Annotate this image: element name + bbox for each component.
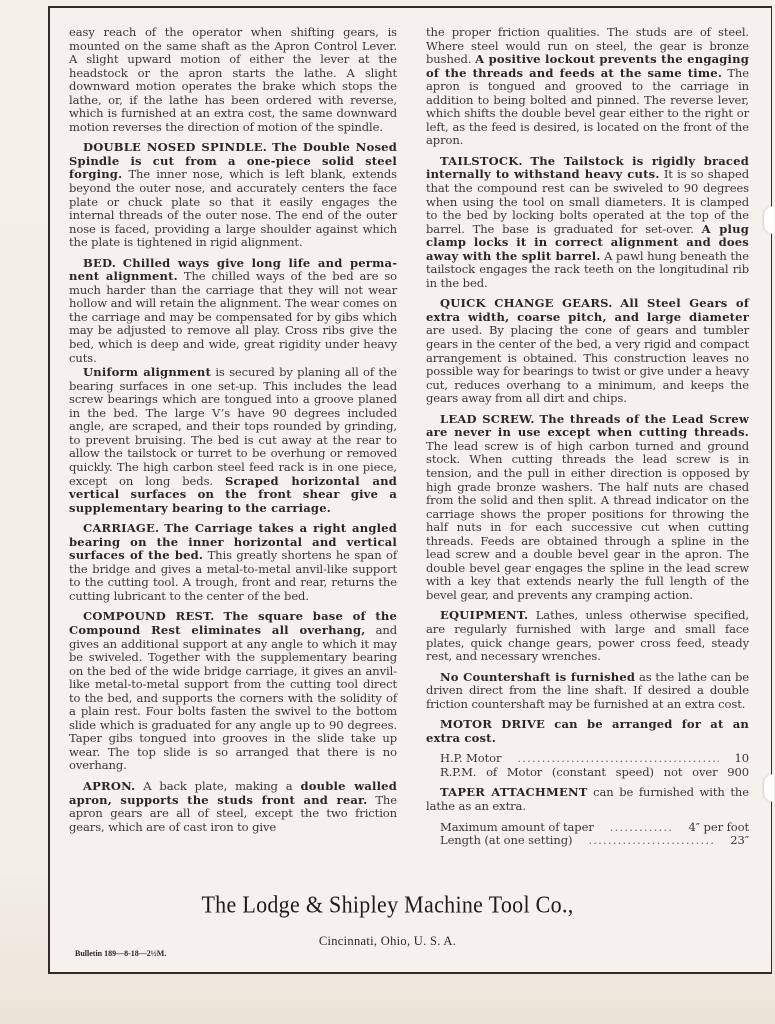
paragraph-text: easy reach of the operator when shifting gears, is mounted on the same shaft as the Apron Control Lever. A slight upward motion of either the lever at the headstock or the apron starts the lathe. A slight downward motion operates the brake which stops the lathe, or, if the lathe has been ordered with reverse, which is furnished at an extra cost, the same downward motion reverses the direction of motion of the spindle. [69,25,397,134]
section-heading: LEAD SCREW. [440,411,535,426]
continuation-paragraph [69,26,397,134]
spec-value: 4″ per foot [688,819,749,834]
section-taper-attachment [426,786,749,813]
section-lead: A back plate, making a [143,778,293,793]
company-name: The Lodge & Shipley Machine Tool Co., [201,890,574,919]
motor-spec-table [426,752,749,779]
section-emphasis: double walled apron, supports the studs front and rear. [69,778,398,807]
spec-value: 10 [734,751,749,766]
spec-row [426,752,749,766]
spec-label: R.P.M. of Motor (constant speed) not over 900 [440,764,749,779]
section-emphasis: The Double Nosed Spindle is cut from a one-piece solid steel forging. [69,140,397,182]
section-body: The apron is tongued and grooved to the carriage in addition to being bolted and pinned. The reverse lever, which shifts the double bevel gear either to the right or left, as the feed is desired, is located on the front of the apron. [426,65,749,148]
section-uniform-alignment [69,366,397,515]
spec-label: H.P. Motor [440,751,502,766]
section-heading: CARRIAGE. [83,521,160,536]
section-body: It is so shaped that the compound rest can be swiveled to 90 degrees when using the tool on small diameters. It is clamped to the bed by locking bolts operated at the top of the barrel. The base is graduated for set-over. [426,167,749,236]
section-emphasis: Uniform alignment [83,365,212,380]
section-emphasis: TAPER ATTACHMENT [440,785,588,800]
section-emphasis-2: A plug clamp locks it in correct alignment and does away with the split barrel. [426,221,749,263]
spec-row [426,821,749,835]
section-lead-screw [426,413,749,603]
right-column [426,26,749,848]
section-heading: QUICK CHANGE GEARS. [440,296,613,311]
section-body: as the lathe can be driven direct from the line shaft. If desired a double friction countershaft may be furnished at an extra cost. [426,669,749,711]
dot-leader [574,834,714,848]
section-heading: APRON. [83,778,136,793]
section-body: The apron gears are all of steel, except the two friction gears, which are of cast iron to give [69,792,397,834]
section-emphasis-end: Scraped horizontal and vertical surfaces on the front shear give a supplementary bearing to the carriage. [69,473,397,515]
bulletin-number: Bulletin 189—8-18—2½M. [75,949,167,958]
section-body: and gives an additional support at any angle to which it may be swiveled. Together with the supplementary bearing on the bed of the wide bridge carriage, it gives an anvil-like metal-to-metal support from the cutting tool direct to the bed, and supports the corners with the solidity of a plain rest. Four bolts fasten the swivel to the bottom slide which is graduated for any angle up to 90 degrees. Taper gibs tongued into grooves in the slide take up wear. The top slide is so arranged that there is no overhang. [69,622,398,773]
section-double-nosed-spindle [69,141,397,249]
section-emphasis: Chilled ways give long life and permanent alignment. [69,255,397,284]
page-tab-notch [764,206,774,234]
dot-leader [503,752,718,766]
section-bed [69,257,397,365]
spec-row [426,766,749,780]
section-quick-change-gears [426,297,749,405]
spec-value: 23″ [730,833,749,848]
section-compound-rest [69,610,397,773]
spec-row [426,834,749,848]
dot-leader [596,821,673,835]
section-emphasis: All Steel Gears of extra width, coarse pitch, and large diameter [426,296,749,324]
spec-label: Length (at one setting) [440,833,573,848]
section-heading: DOUBLE NOSED SPINDLE. [83,140,267,155]
section-heading: COMPOUND REST. [83,609,215,624]
company-city: Cincinnati, Ohio, U. S. A. [318,934,457,948]
section-emphasis: The threads of the Lead Screw are never in use except when cutting threads. [426,411,749,440]
section-emphasis: MOTOR DRIVE can be arranged for at an extra cost. [426,717,749,745]
section-equipment [426,609,749,663]
section-body: The lead screw is of high carbon turned and ground stock. When cutting threads the lead screw is in tension, and the pull in either direction is opposed by high grade bronze washers. The half nuts are chased from the solid and then split. A thread indicator on the carriage shows the proper positions for throwing the half nuts in for each successive cut when cutting threads. Feeds are obtained through a spline in the lead screw and a double bevel gear in the apron. The double bevel gear engages the spline in the lead screw with a key that extends nearly the full length of the bevel gear, and prevents any cramping action. [426,438,749,602]
paragraph-text: the proper friction qualities. The studs are of steel. Where steel would run on steel, the gear is bronze bushed. [426,25,749,67]
section-body-2: A pawl hung beneath the tailstock engages the rack teeth on the longitudinal rib in the bed. [426,248,749,290]
page-frame [48,6,772,974]
section-apron [69,780,397,834]
section-emphasis: The Tailstock is rigidly braced internally to withstand heavy cuts. [426,153,749,182]
section-emphasis: No Countershaft is furnished [440,669,636,684]
section-body: are used. By placing the cone of gears and tumbler gears in the center of the bed, a very rigid and compact arrangement is obtained. This construction leaves no possible way for bearings to twist or give under a heavy cut, reduces overhang to a minimum, and keeps the gears away from all dirt and chips. [426,323,750,406]
section-body: The chilled ways of the bed are so much harder than the carriage that they will not wear hollow and will retain the alignment. The wear comes on the carriage and may be compensated for by gibs which may be adjusted to remove all play. Cross ribs give the bed, which is deep and wide, great rigidity under heavy cuts. [69,269,398,365]
section-body: Lathes, unless otherwise specified, are regularly furnished with large and small face plates, quick change gears, power cross feed, steady rest, and necessary wrenches. [426,608,749,664]
apron-continuation [426,26,749,148]
section-heading: BED. [83,255,116,270]
section-countershaft [426,671,749,712]
section-heading: TAILSTOCK. [440,153,523,168]
section-emphasis: The square base of the Compound Rest eliminates all overhang, [69,609,398,637]
section-motor-drive [426,718,749,745]
section-emphasis: The Carriage takes a right angled bearing on the inner horizontal and vertical surfaces of the bed. [69,521,397,563]
section-emphasis: A positive lockout prevents the engaging of the threads and feeds at the same time. [426,52,750,80]
section-heading: EQUIPMENT. [440,608,529,623]
section-carriage [69,522,397,603]
section-tailstock [426,155,749,290]
page-tab-notch [764,774,774,802]
taper-spec-table [426,821,749,848]
section-body: can be furnished with the lathe as an extra. [426,785,749,813]
left-column [69,26,397,834]
spec-label: Maximum amount of taper [440,819,594,834]
section-body: This greatly shortens he span of the bridge and gives a metal-to-metal anvil-like support to the cutting tool. A trough, front and rear, returns the cutting lubricant to the center of the bed. [69,548,397,603]
section-body: The inner nose, which is left blank, extends beyond the outer nose, and accurately centers the face plate or chuck plate so that it easily engages the internal threads of the outer nose. The end of the outer nose is faced, providing a large shoulder against which the plate is tightened in rigid alignment. [69,167,398,250]
section-body: is secured by planing all of the bearing surfaces in one set-up. This includes the lead screw bearings which are tongued into a groove planed in the bed. The large V’s have 90 degrees included angle, are scraped, and their tops rounded by grinding, to prevent bruising. The bed is cut away at the rear to allow the tailstock or turret to be overhung or removed quickly. The high carbon steel feed rack is in one piece, except on long beds. [69,365,397,488]
